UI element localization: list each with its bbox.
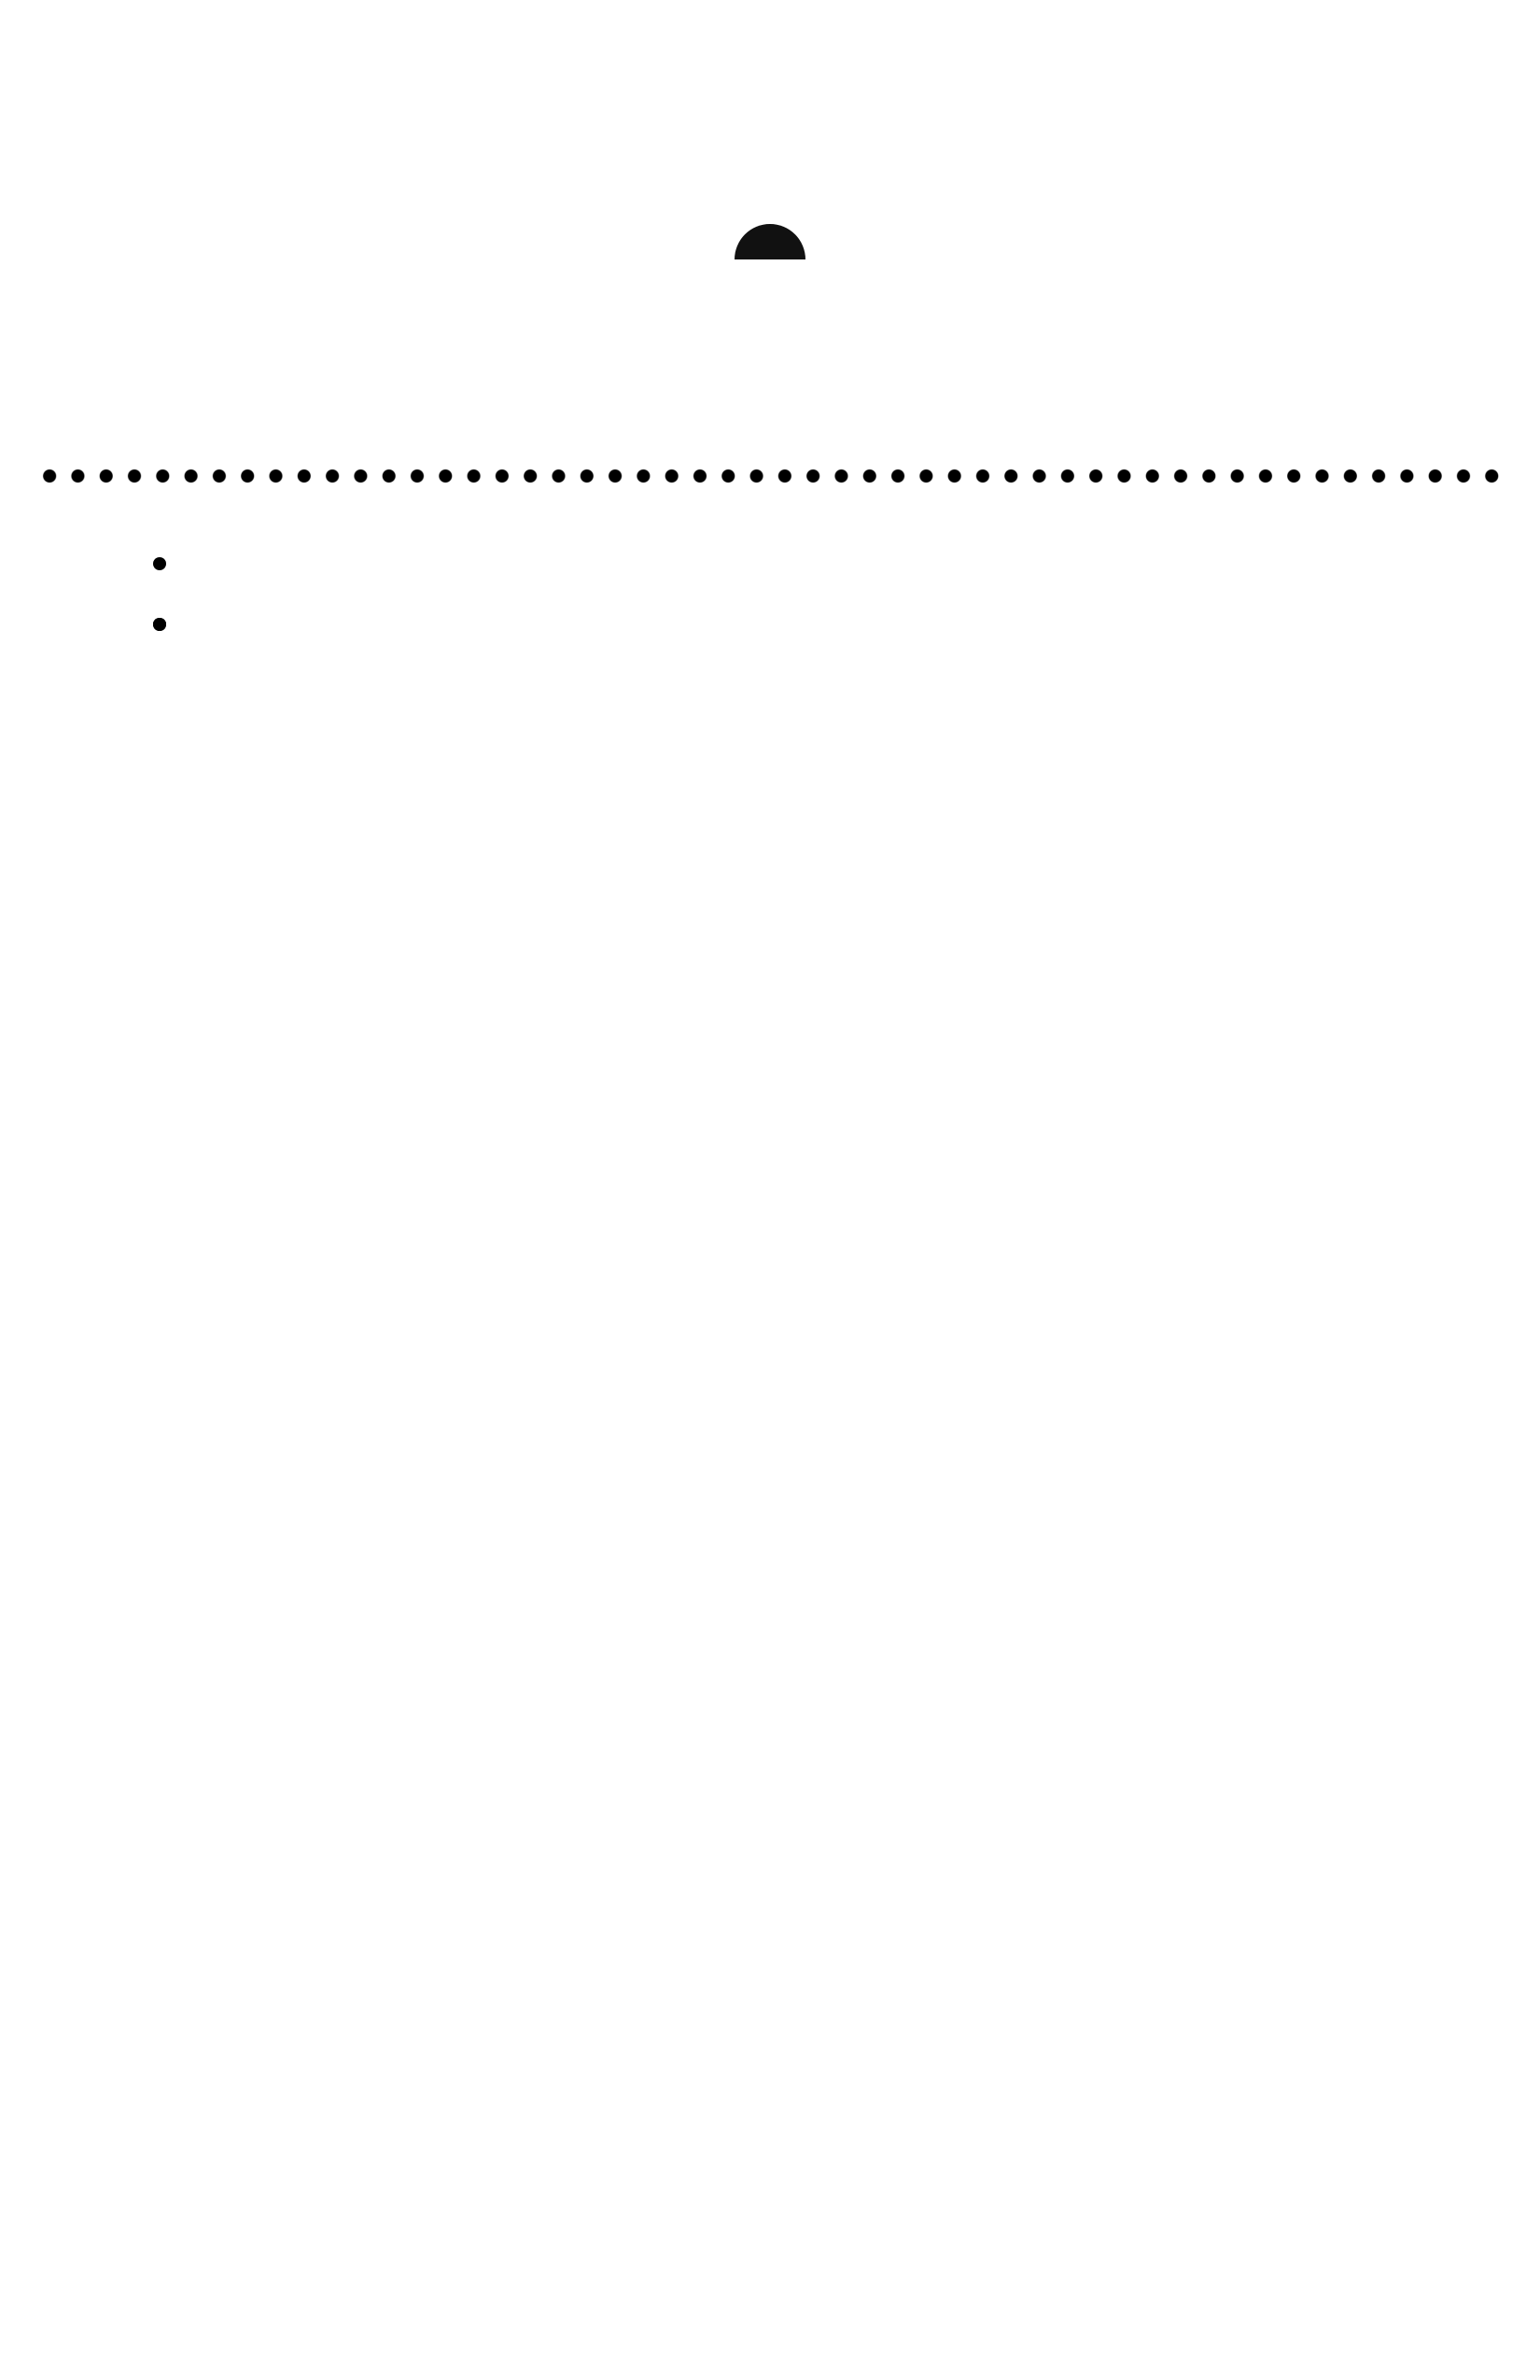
dotted-divider <box>35 469 1506 483</box>
sunburst-logo-icon <box>649 140 891 289</box>
recommendations-list <box>198 532 1430 593</box>
